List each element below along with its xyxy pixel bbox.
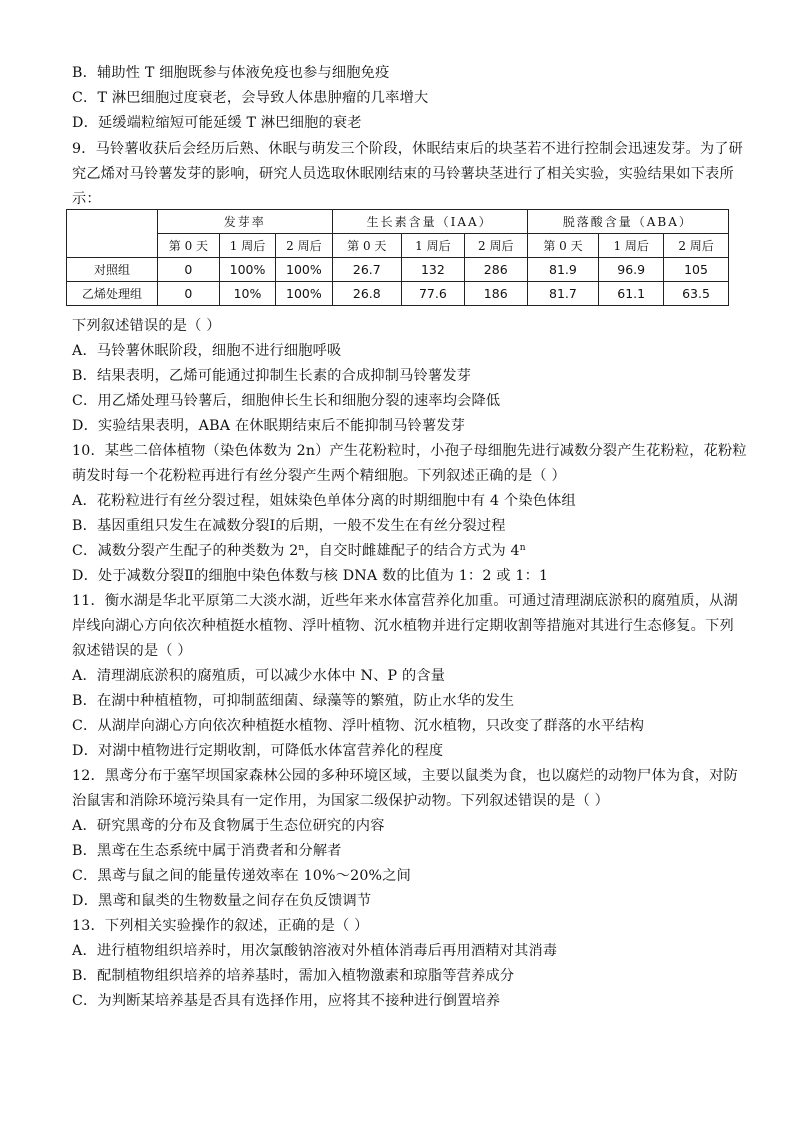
table-cell: 26.8 xyxy=(332,282,401,306)
table-group-header-row xyxy=(67,210,729,234)
table-row xyxy=(67,258,729,282)
table-cell: 132 xyxy=(401,258,464,282)
question-12-stem-1: 12．黑鸢分布于塞罕坝国家森林公园的多种环境区域，主要以鼠类为食，也以腐烂的动物尸体为食，对防 xyxy=(72,768,738,784)
table-corner-cell xyxy=(67,210,158,258)
table-cell: 77.6 xyxy=(401,282,464,306)
table-cell: 63.5 xyxy=(664,282,729,306)
table-subheader: 第 0 天 xyxy=(527,234,599,258)
table-cell: 100% xyxy=(276,258,332,282)
option-8b: B．辅助性 T 细胞既参与体液免疫也参与细胞免疫 xyxy=(72,65,390,81)
table-cell: 96.9 xyxy=(599,258,664,282)
exponent-n: n xyxy=(298,543,305,553)
option-10c-mid: ，自交时雌雄配子的结合方式为 4 xyxy=(304,543,520,559)
option-10c xyxy=(72,541,732,561)
table-cell: 0 xyxy=(158,282,220,306)
question-11-stem-1: 11．衡水湖是华北平原第二大淡水湖，近些年来水体富营养化加重。可通过清理湖底淤积的腐殖质，从湖 xyxy=(72,593,738,609)
option-10b: B．基因重组只发生在减数分裂Ⅰ的后期，一般不发生在有丝分裂过程 xyxy=(72,518,506,534)
option-9c: C．用乙烯处理马铃薯后，细胞伸长生长和细胞分裂的速率均会降低 xyxy=(72,393,501,409)
option-13b: B．配制植物组织培养的培养基时，需加入植物激素和琼脂等营养成分 xyxy=(72,968,515,984)
option-12c: C．黑鸢与鼠之间的能量传递效率在 10%～20%之间 xyxy=(72,868,412,884)
table-cell: 105 xyxy=(664,258,729,282)
option-9d: D．实验结果表明，ABA 在休眠期结束后不能抑制马铃薯发芽 xyxy=(72,418,466,434)
table-group-header: 发芽率 xyxy=(158,210,333,234)
table-subheader: 2 周后 xyxy=(664,234,729,258)
table-subheader-row xyxy=(67,234,729,258)
question-9-stem-2: 究乙烯对马铃薯发芽的影响，研究人员选取休眠刚结束的马铃薯块茎进行了相关实验，实验结果如下表所 xyxy=(72,166,734,182)
question-11-stem-2: 岸线向湖心方向依次种植挺水植物、浮叶植物、沉水植物并进行定期收割等措施对其进行生态修复。下列 xyxy=(72,618,734,634)
table-subheader: 2 周后 xyxy=(464,234,527,258)
table-cell: 81.7 xyxy=(527,282,599,306)
table-cell: 286 xyxy=(464,258,527,282)
table-cell: 0 xyxy=(158,258,220,282)
option-8d: D．延缓端粒缩短可能延缓 T 淋巴细胞的衰老 xyxy=(72,115,362,131)
option-12d: D．黑鸢和鼠类的生物数量之间存在负反馈调节 xyxy=(72,893,372,909)
option-9a: A．马铃薯休眠阶段，细胞不进行细胞呼吸 xyxy=(72,343,342,359)
table-group-header: 生长素含量（IAA） xyxy=(332,210,527,234)
table-cell: 100% xyxy=(219,258,275,282)
table-cell: 10% xyxy=(219,282,275,306)
experiment-table xyxy=(66,209,729,306)
option-12a: A．研究黑鸢的分布及食物属于生态位研究的内容 xyxy=(72,818,385,834)
table-cell: 26.7 xyxy=(332,258,401,282)
option-11d: D．对湖中植物进行定期收割，可降低水体富营养化的程度 xyxy=(72,743,444,759)
option-10d: D．处于减数分裂Ⅱ的细胞中染色体数与核 DNA 数的比值为 1：2 或 1：1 xyxy=(72,568,549,584)
table-group-header: 脱落酸含量（ABA） xyxy=(527,210,728,234)
table-subheader: 1 周后 xyxy=(219,234,275,258)
table-row-label: 对照组 xyxy=(67,258,158,282)
question-10-stem-2: 萌发时每一个花粉粒再进行有丝分裂产生两个精细胞。下列叙述正确的是（ ） xyxy=(72,468,566,484)
table-subheader: 第 0 天 xyxy=(158,234,220,258)
option-9b: B．结果表明，乙烯可能通过抑制生长素的合成抑制马铃薯发芽 xyxy=(72,368,472,384)
option-11a: A．清理湖底淤积的腐殖质，可以减少水体中 N、P 的含量 xyxy=(72,668,446,684)
table-subheader: 1 周后 xyxy=(401,234,464,258)
option-11b: B．在湖中种植植物，可抑制蓝细菌、绿藻等的繁殖，防止水华的发生 xyxy=(72,693,515,709)
option-13c: C．为判断某培养基是否具有选择作用，应将其不接种进行倒置培养 xyxy=(72,993,501,1009)
option-10c-pre: C．减数分裂产生配子的种类数为 2 xyxy=(72,543,299,559)
option-11c: C．从湖岸向湖心方向依次种植挺水植物、浮叶植物、沉水植物，只改变了群落的水平结构 xyxy=(72,718,645,734)
option-12b: B．黑鸢在生态系统中属于消费者和分解者 xyxy=(72,843,342,859)
table-row xyxy=(67,282,729,306)
option-13a: A．进行植物组织培养时，用次氯酸钠溶液对外植体消毒后再用酒精对其消毒 xyxy=(72,943,558,959)
question-9-stem-3: 示： xyxy=(72,191,101,207)
question-9-stem-1: 9．马铃薯收获后会经历后熟、休眠与萌发三个阶段，休眠结束后的块茎若不进行控制会迅速发芽。为了研 xyxy=(72,141,744,157)
question-12-stem-2: 治鼠害和消除环境污染具有一定作用，为国家二级保护动物。下列叙述错误的是（ ） xyxy=(72,793,610,809)
table-cell: 61.1 xyxy=(599,282,664,306)
table-cell: 100% xyxy=(276,282,332,306)
table-cell: 186 xyxy=(464,282,527,306)
option-10a: A．花粉粒进行有丝分裂过程，姐妹染色单体分离的时期细胞中有 4 个染色体组 xyxy=(72,493,576,509)
table-row-label: 乙烯处理组 xyxy=(67,282,158,306)
question-11-prompt: 叙述错误的是（ ） xyxy=(72,643,192,659)
option-8c: C．T 淋巴细胞过度衰老，会导致人体患肿瘤的几率增大 xyxy=(72,90,429,106)
table-subheader: 2 周后 xyxy=(276,234,332,258)
table-subheader: 第 0 天 xyxy=(332,234,401,258)
table-subheader: 1 周后 xyxy=(599,234,664,258)
question-10-stem-1: 10．某些二倍体植物（染色体数为 2n）产生花粉粒时，小孢子母细胞先进行减数分裂产生花粉粒，花粉粒 xyxy=(72,443,747,459)
question-9-prompt: 下列叙述错误的是（ ） xyxy=(72,318,221,334)
question-13-stem: 13．下列相关实验操作的叙述，正确的是（ ） xyxy=(72,918,369,934)
table-cell: 81.9 xyxy=(527,258,599,282)
exponent-n: n xyxy=(519,543,526,553)
